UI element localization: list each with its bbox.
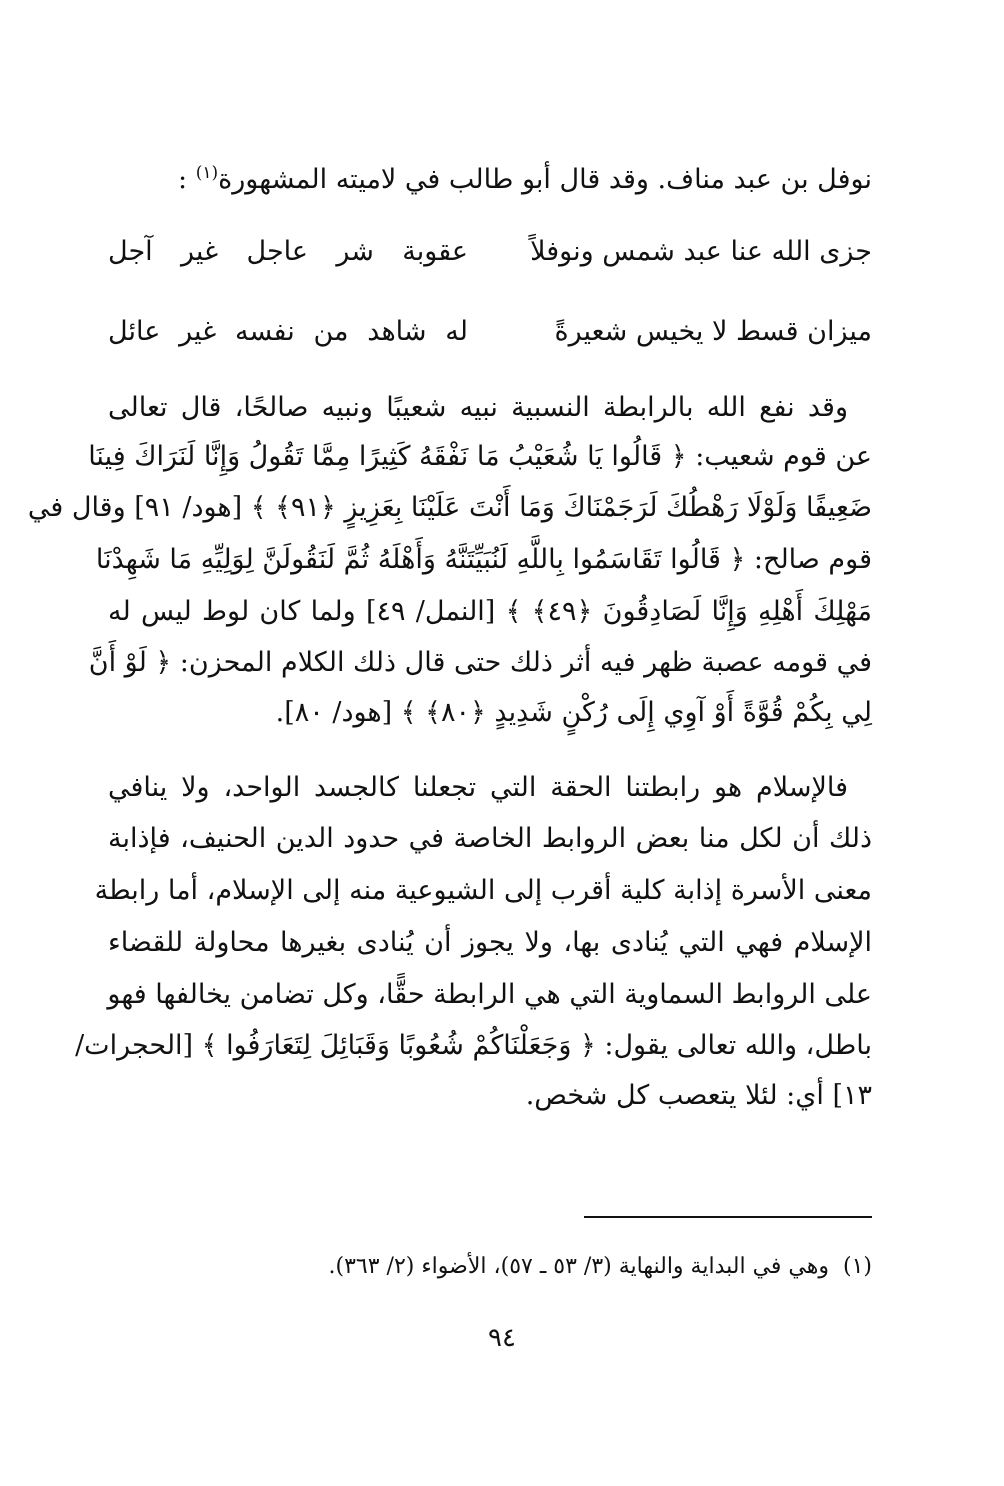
paragraph-2-line-4: الإسلام فهي التي يُنادى بها، ولا يجوز أن يُنادى بغيرها محاولة للقضاء: [108, 927, 872, 958]
paragraph-2-line-2: ذلك أن لكل منا بعض الروابط الخاصة في حدود الدين الحنيف، فإذابة: [108, 823, 872, 854]
footnote-marker: (١): [842, 1254, 872, 1279]
paragraph-1-line-5: مَهْلِكَ أَهْلِهِ وَإِنَّا لَصَادِقُونَ ﴿٤٩﴾ ﴾ [النمل/ ٤٩] ولما كان لوط ليس له: [108, 596, 873, 627]
footnote-divider: [584, 1216, 872, 1218]
intro-trailing: :: [177, 164, 188, 195]
paragraph-1-line-7: لِي بِكُمْ قُوَّةً أَوْ آوِي إِلَى رُكْنٍ شَدِيدٍ ﴿٨٠﴾ ﴾ [هود/ ٨٠].: [275, 697, 872, 728]
paragraph-2-line-7: ١٣] أي: لئلا يتعصب كل شخص.: [525, 1080, 872, 1111]
paragraph-2-line-3: معنى الأسرة إذابة كلية أقرب إلى الشيوعية منه إلى الإسلام، أما رابطة: [94, 875, 872, 906]
paragraph-1-line-3: ضَعِيفًا وَلَوْلَا رَهْطُكَ لَرَجَمْنَاكَ وَمَا أَنْتَ عَلَيْنَا بِعَزِيزٍ ﴿٩١﴾ ﴾ [هود/ ٩١] وقال في: [27, 492, 872, 523]
paragraph-1-line-2: عن قوم شعيب: ﴿ قَالُوا يَا شُعَيْبُ مَا نَفْقَهُ كَثِيرًا مِمَّا تَقُولُ وَإِنَّا لَنَرَاكَ فِينَا: [88, 441, 872, 472]
page-number: ٩٤: [488, 1323, 516, 1353]
verse-2-second-hemistich: له شاهد من نفسه غير عائل: [108, 316, 468, 347]
paragraph-2-line-6: باطل، والله تعالى يقول: ﴿ وَجَعَلْنَاكُمْ شُعُوبًا وَقَبَائِلَ لِتَعَارَفُوا ﴾ [الحجرات/: [75, 1030, 872, 1061]
footnote-text: وهي في البداية والنهاية (٣/ ٥٣ ـ ٥٧)، الأضواء (٢/ ٣٦٣).: [328, 1254, 829, 1279]
verse-1-first-hemistich: جزى الله عنا عبد شمس ونوفلاً: [530, 236, 872, 267]
paragraph-1-line-4: قوم صالح: ﴿ قَالُوا تَقَاسَمُوا بِاللَّهِ لَنُبَيِّتَنَّهُ وَأَهْلَهُ ثُمَّ لَنَقُولَنَّ لِوَلِيِّهِ مَا شَهِدْنَا: [95, 544, 872, 575]
paragraph-2-line-1: فالإسلام هو رابطتنا الحقة التي تجعلنا كالجسد الواحد، ولا ينافي: [108, 772, 848, 803]
intro-line: [108, 160, 872, 200]
footnote: [108, 1250, 872, 1284]
paragraph-2-line-5: على الروابط السماوية التي هي الرابطة حقًّا، وكل تضامن يخالفها فهو: [107, 979, 872, 1010]
paragraph-1-line-6: في قومه عصبة ظهر فيه أثر ذلك حتى قال ذلك الكلام المحزن: ﴿ لَوْ أَنَّ: [88, 647, 872, 678]
verse-1-second-hemistich: عقوبة شر عاجل غير آجل: [108, 236, 468, 267]
verse-2-first-hemistich: ميزان قسط لا يخيس شعيرةً: [554, 316, 872, 347]
footnote-reference[interactable]: (١): [195, 163, 219, 183]
intro-text: نوفل بن عبد مناف. وقد قال أبو طالب في لاميته المشهورة: [218, 164, 872, 195]
paragraph-1-line-1: وقد نفع الله بالرابطة النسبية نبيه شعيبًا ونبيه صالحًا، قال تعالى: [108, 392, 848, 423]
